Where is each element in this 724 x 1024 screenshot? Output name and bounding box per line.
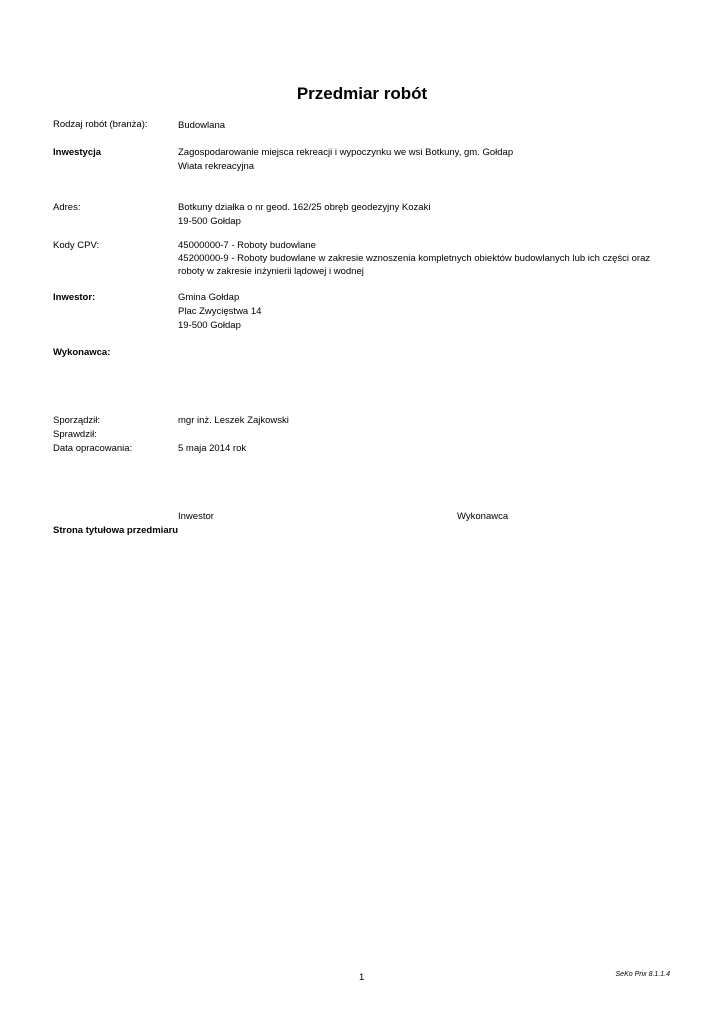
address-line: 19-500 Gołdap bbox=[178, 216, 241, 227]
prepared-by-label: Sporządził: bbox=[53, 415, 100, 426]
investor-label: Inwestor: bbox=[53, 292, 96, 303]
trade-label: Rodzaj robót (branża): bbox=[53, 119, 148, 130]
trade-value bbox=[178, 119, 225, 132]
cpv-label: Kody CPV: bbox=[53, 240, 100, 251]
investment-line: Wiata rekreacyjna bbox=[178, 161, 255, 172]
investment-label: Inwestycja bbox=[53, 147, 102, 158]
page-number: 1 bbox=[359, 972, 365, 983]
cpv-line: 45200000-9 - Roboty budowlane w zakresie wznoszenia kompletnych obiektów budowlanych lub ich części oraz bbox=[178, 253, 651, 264]
contractor-signature-label: Wykonawca bbox=[457, 511, 509, 522]
page-title: Przedmiar robót bbox=[296, 84, 428, 103]
investor-line: 19-500 Gołdap bbox=[178, 320, 241, 331]
date-value: 5 maja 2014 rok bbox=[178, 443, 247, 454]
cpv-line: 45000000-7 - Roboty budowlane bbox=[178, 240, 316, 251]
investment-line: Zagospodarowanie miejsca rekreacji i wypoczynku we wsi Botkuny, gm. Gołdap bbox=[178, 147, 514, 158]
date-label: Data opracowania: bbox=[53, 443, 133, 454]
investor-signature-label: Inwestor bbox=[178, 511, 214, 522]
cpv-line: roboty w zakresie inżynierii lądowej i wodnej bbox=[178, 266, 364, 277]
checked-by-label: Sprawdził: bbox=[53, 429, 97, 440]
investor-line: Gmina Gołdap bbox=[178, 292, 240, 303]
trade-value-line: Budowlana bbox=[178, 120, 226, 131]
address-label: Adres: bbox=[53, 202, 81, 213]
contractor-label: Wykonawca: bbox=[53, 347, 111, 358]
prepared-by-value: mgr inż. Leszek Zajkowski bbox=[178, 415, 289, 426]
address-line: Botkuny działka o nr geod. 162/25 obręb geodezyjny Kozaki bbox=[178, 202, 431, 213]
cpv-value bbox=[178, 239, 650, 278]
address-value bbox=[178, 201, 430, 229]
section-caption: Strona tytułowa przedmiaru bbox=[53, 525, 179, 536]
investor-value bbox=[178, 291, 261, 333]
investment-value bbox=[178, 146, 513, 174]
software-version: SeKo Prix 8.1.1.4 bbox=[615, 971, 670, 978]
investor-line: Plac Zwycięstwa 14 bbox=[178, 306, 262, 317]
